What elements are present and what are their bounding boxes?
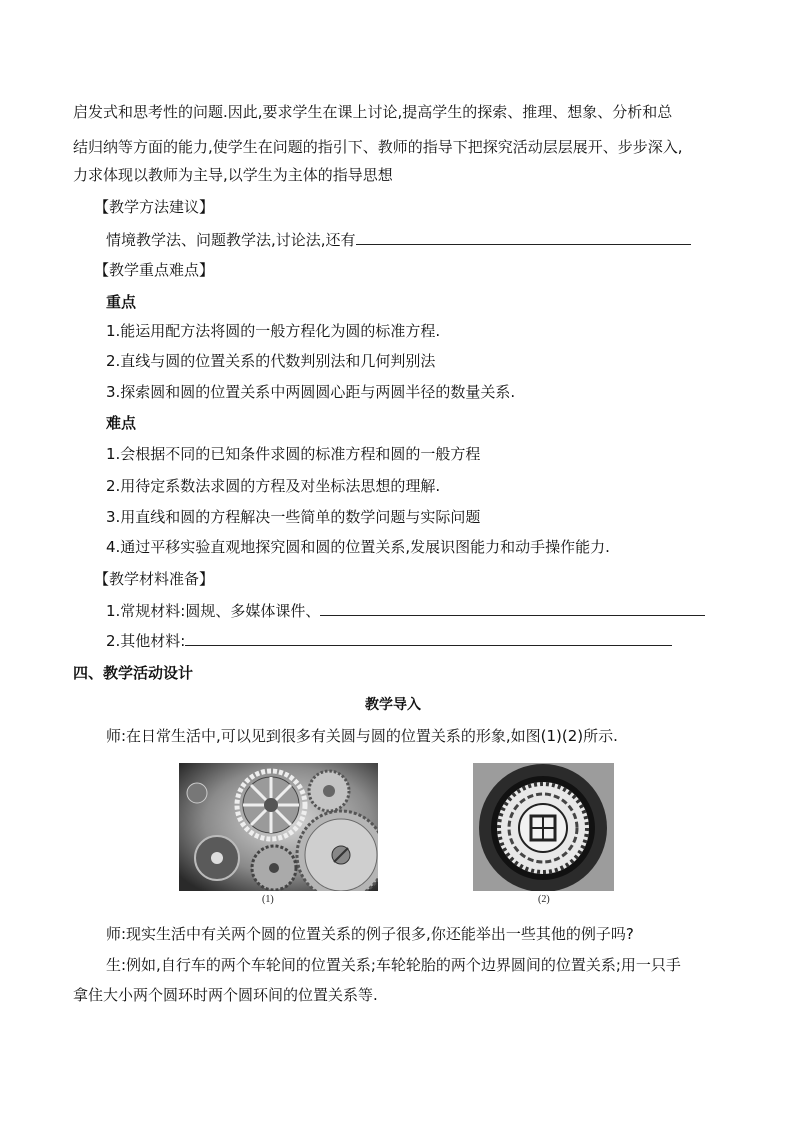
section-4-heading: 四、教学活动设计 <box>73 664 194 682</box>
intro-line-1: 启发式和思考性的问题.因此,要求学生在课上讨论,提高学生的探索、推理、想象、分析和总 <box>73 103 673 121</box>
materials-item-1-blank <box>320 601 705 616</box>
difficulty-item-2: 2.用待定系数法求圆的方程及对坐标法思想的理解. <box>106 477 441 495</box>
materials-item-1-line <box>106 601 705 621</box>
intro-line-3: 力求体现以教师为主导,以学生为主体的指导思想 <box>73 166 393 184</box>
intro-line-2: 结归纳等方面的能力,使学生在问题的指引下、教师的指导下把探究活动层层展开、步步深入, <box>73 138 683 156</box>
materials-heading: 【教学材料准备】 <box>94 570 215 588</box>
figure-2-caption: (2) <box>538 894 550 905</box>
figure-2-round-pattern-photo <box>473 763 614 891</box>
difficulty-item-1: 1.会根据不同的已知条件求圆的标准方程和圆的一般方程 <box>106 445 481 463</box>
focus-item-2: 2.直线与圆的位置关系的代数判别法和几何判别法 <box>106 352 436 370</box>
figure-1-watch-gears-photo <box>179 763 378 891</box>
difficulty-title: 难点 <box>106 414 137 432</box>
methods-text-line <box>106 230 691 250</box>
student-line-1: 生:例如,自行车的两个车轮间的位置关系;车轮轮胎的两个边界圆间的位置关系;用一只手 <box>106 956 681 974</box>
focus-title: 重点 <box>106 293 137 311</box>
teacher-line-1: 师:在日常生活中,可以见到很多有关圆与圆的位置关系的形象,如图(1)(2)所示. <box>106 727 618 745</box>
keypoints-heading: 【教学重点难点】 <box>94 261 215 279</box>
materials-item-2: 2.其他材料: <box>106 632 186 650</box>
difficulty-item-3: 3.用直线和圆的方程解决一些简单的数学问题与实际问题 <box>106 508 481 526</box>
materials-item-2-line <box>106 631 672 651</box>
methods-blank <box>356 230 691 245</box>
materials-item-1: 1.常规材料:圆规、多媒体课件、 <box>106 602 321 620</box>
teacher-line-2: 师:现实生活中有关两个圆的位置关系的例子很多,你还能举出一些其他的例子吗? <box>106 925 634 943</box>
focus-item-1: 1.能运用配方法将圆的一般方程化为圆的标准方程. <box>106 322 441 340</box>
difficulty-item-4: 4.通过平移实验直观地探究圆和圆的位置关系,发展识图能力和动手操作能力. <box>106 538 610 556</box>
focus-item-3: 3.探索圆和圆的位置关系中两圆圆心距与两圆半径的数量关系. <box>106 383 516 401</box>
methods-text: 情境教学法、问题教学法,讨论法,还有 <box>106 231 356 249</box>
materials-item-2-blank <box>185 631 672 646</box>
student-line-2: 拿住大小两个圆环时两个圆环间的位置关系等. <box>73 986 378 1004</box>
teaching-intro-subheading: 教学导入 <box>365 697 421 713</box>
methods-heading: 【教学方法建议】 <box>94 198 215 216</box>
figure-1-caption: (1) <box>262 894 274 905</box>
